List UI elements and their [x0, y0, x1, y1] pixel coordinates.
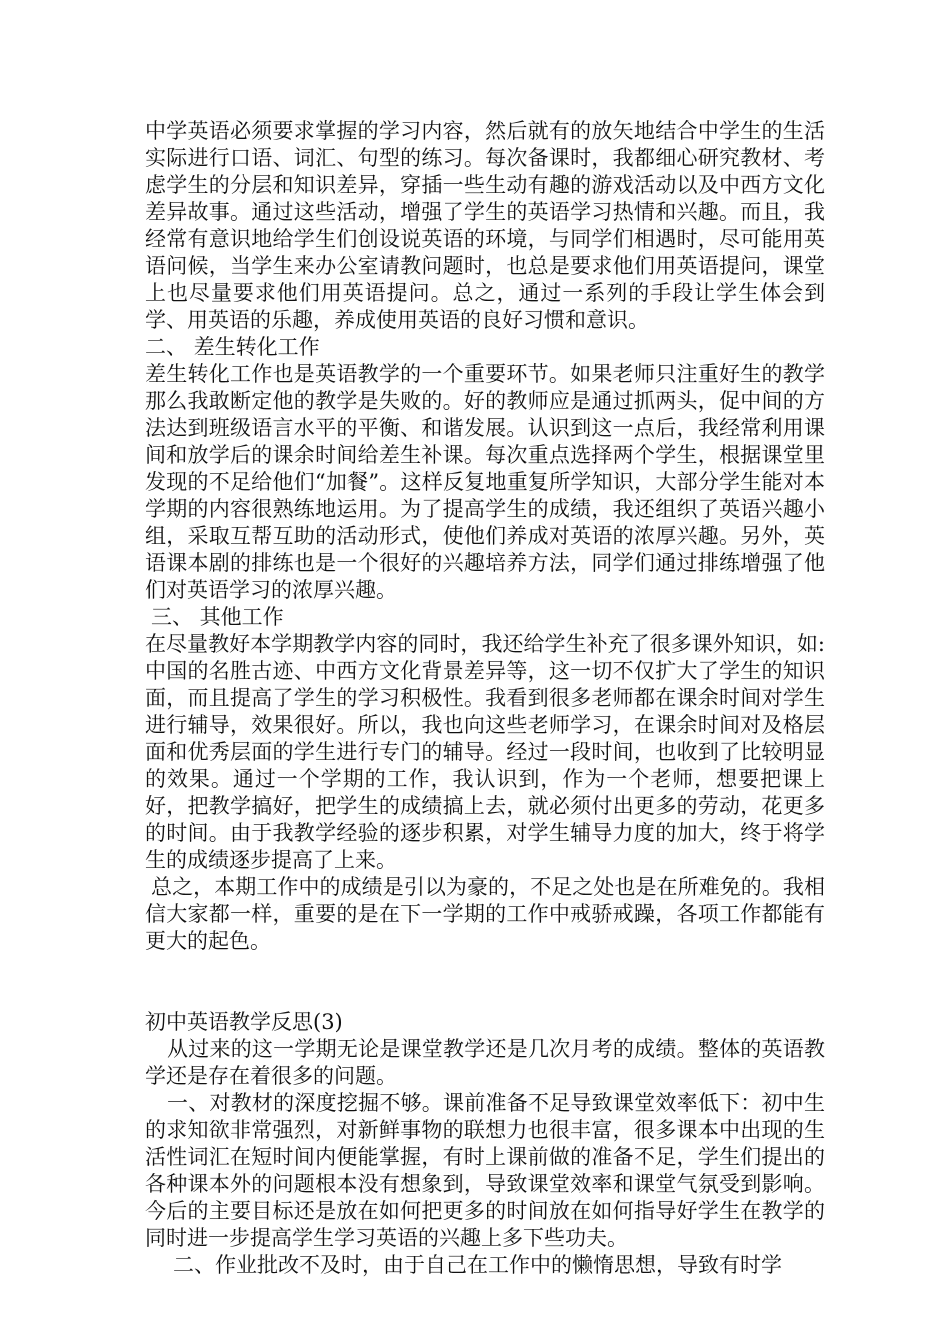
section-heading-weak-students: 二、 差生转化工作 — [145, 335, 320, 359]
section-heading-other-work: 三、 其他工作 — [151, 605, 284, 629]
paragraph-weak-students: 差生转化工作也是英语教学的一个重要环节。如果老师只注重好生的教学那么我敢断定他的教学是失败的。好的教师应是通过抓两头，促中间的方法达到班级语言水平的平衡、和谐发展。认识到这一点后，我经常利用课间和放学后的课余时间给差生补课。每次重点选择两个学生，根据课堂里发现的不足给他们“加餐”。这样反复地重复所学知识，大部分学生能对本学期的内容很熟练地运用。为了提高学生的成绩，我还组织了英语兴趣小组，采取互帮互助的活动形式，使他们养成对英语的浓厚兴趣。另外，英语课本剧的排练也是一个很好的兴趣培养方法，同学们通过排练增强了他们对英语学习的浓厚兴趣。 — [145, 362, 825, 602]
paragraph-english-teaching-methods: 中学英语必须要求掌握的学习内容，然后就有的放矢地结合中学生的生活实际进行口语、词汇、句型的练习。每次备课时，我都细心研究教材、考虑学生的分层和知识差异，穿插一些生动有趣的游戏活动以及中西方文化差异故事。通过这些活动，增强了学生的英语学习热情和兴趣。而且，我经常有意识地给学生们创设说英语的环境，与同学们相遇时，尽可能用英语问候，当学生来办公室请教问题时，也总是要求他们用英语提问，课堂上也尽量要求他们用英语提问。总之，通过一系列的手段让学生体会到学、用英语的乐趣，养成使用英语的良好习惯和意识。 — [145, 119, 825, 332]
paragraph-gap — [145, 955, 825, 1009]
paragraph-reflection-intro: 从过来的这一学期无论是课堂教学还是几次月考的成绩。整体的英语教学还是存在着很多的问题。 — [145, 1037, 825, 1088]
paragraph-reflection-point-2: 二、作业批改不及时，由于自己在工作中的懒惰思想，导致有时学 — [173, 1253, 782, 1277]
paragraph-summary: 总之，本期工作中的成绩是引以为豪的，不足之处也是在所难免的。我相信大家都一样，重要的是在下一学期的工作中戒骄戒躁，各项工作都能有更大的起色。 — [145, 875, 825, 953]
document-page — [145, 118, 825, 1279]
paragraph-reflection-point-1: 一、对教材的深度挖掘不够。课前准备不足导致课堂效率低下：初中生的求知欲非常强烈，对新鲜事物的联想力也很丰富，很多课本中出现的生活性词汇在短时间内便能掌握，有时上课前做的准备不足，学生们提出的各种课本外的问题根本没有想象到，导致课堂效率和课堂气氛受到影响。 今后的主要目标还是放在如何把更多的时间放在如何指导好学生在教学的同时进一步提高学生学习英语的兴趣上多下些功夫。 — [145, 1091, 825, 1250]
paragraph-other-work: 在尽量教好本学期教学内容的同时，我还给学生补充了很多课外知识，如:中国的名胜古迹、中西方文化背景差异等，这一切不仅扩大了学生的知识面，而且提高了学生的学习积极性。我看到很多老师都在课余时间对学生进行辅导，效果很好。所以，我也向这些老师学习，在课余时间对及格层面和优秀层面的学生进行专门的辅导。经过一段时间，也收到了比较明显的效果。通过一个学期的工作，我认识到，作为一个老师，想要把课上好，把教学搞好，把学生的成绩搞上去，就必须付出更多的劳动，花更多的时间。由于我教学经验的逐步积累，对学生辅导力度的加大，终于将学生的成绩逐步提高了上来。 — [145, 632, 825, 872]
article-title-reflection-3: 初中英语教学反思(3) — [145, 1010, 343, 1034]
